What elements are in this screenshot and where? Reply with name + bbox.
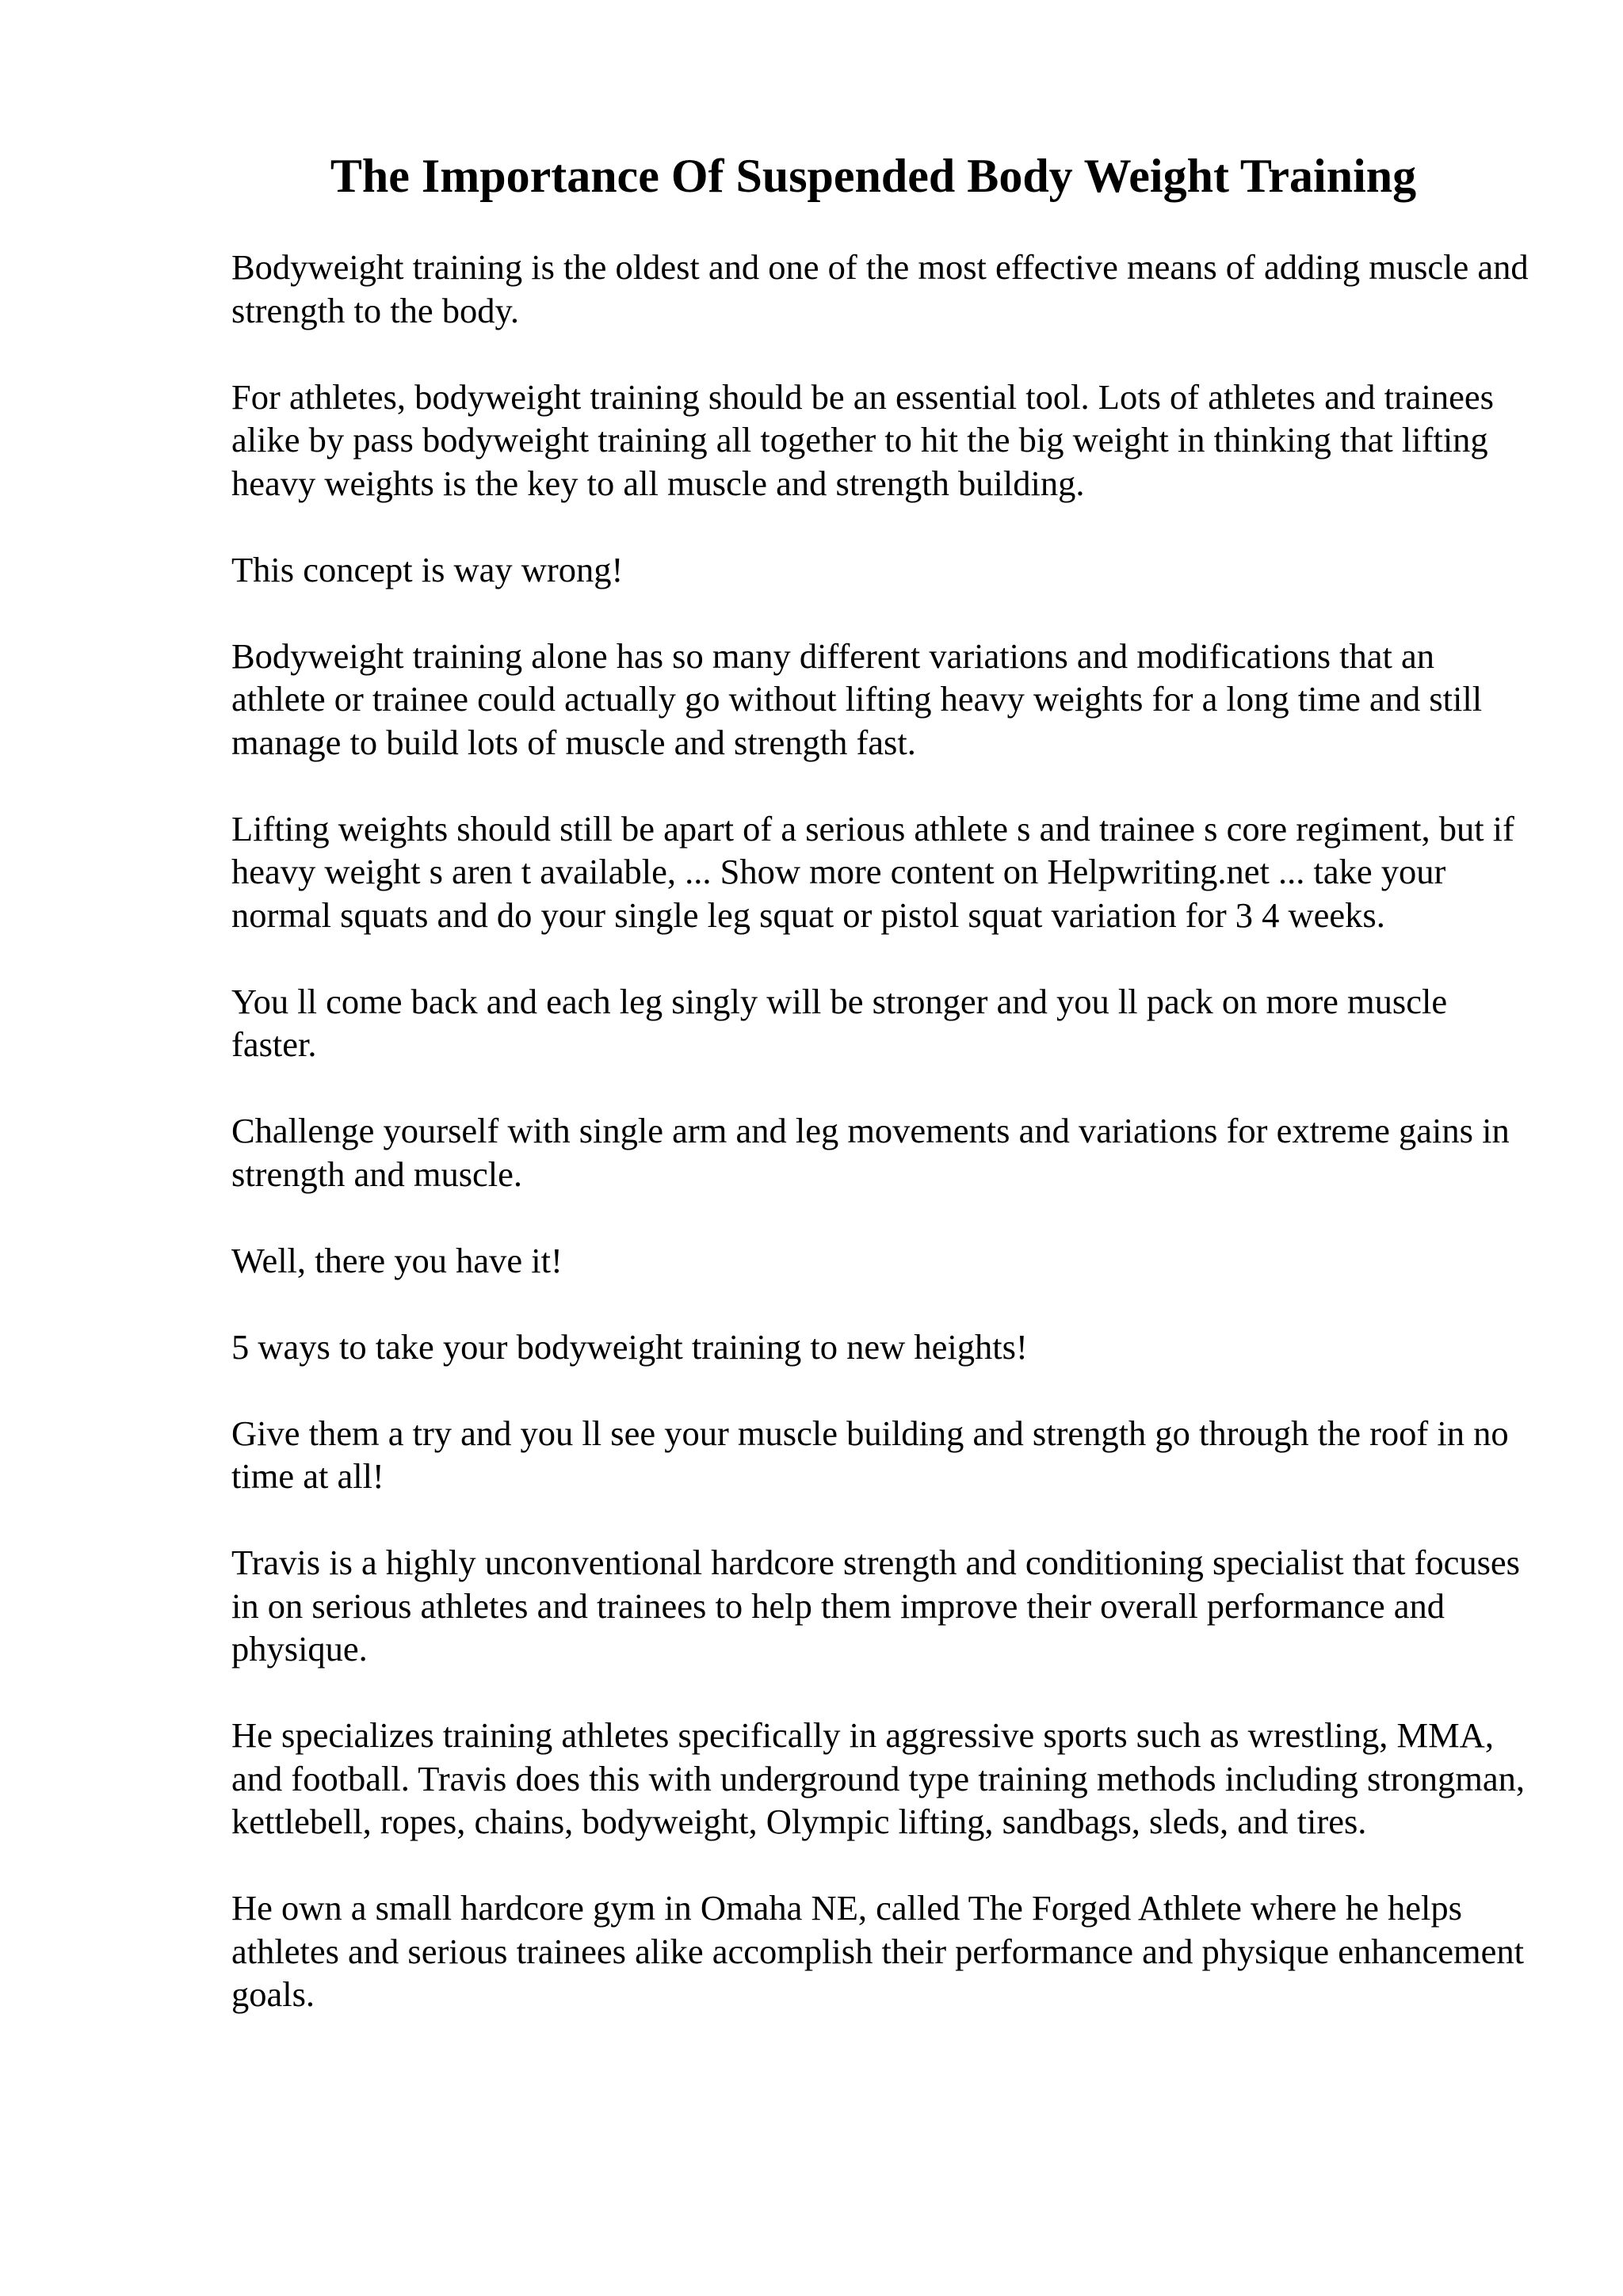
- paragraph: For athletes, bodyweight training should be an essential tool. Lots of athletes and trainees alike by pass bodyweight training all together to hit the big weight in thinking that lifting heavy weights is the key to all muscle and strength building.: [231, 376, 1494, 503]
- paragraph: This concept is way wrong!: [231, 549, 624, 589]
- paragraph: Bodyweight training is the oldest and one of the most effective means of adding muscle and strength to the body.: [231, 247, 1529, 330]
- paragraph: 5 ways to take your bodyweight training to new heights!: [231, 1326, 1028, 1367]
- paragraph: He specializes training athletes specifically in aggressive sports such as wrestling, MMA, and football. Travis does this with underground type training methods including strongman, kettlebell, ropes, chains, bodyweight, Olympic lifting, sandbags, sleds, and tires.: [231, 1715, 1525, 1841]
- document-title: The Importance Of Suspended Body Weight Training: [330, 150, 1417, 202]
- paragraph: Challenge yourself with single arm and leg movements and variations for extreme gains in strength and muscle.: [231, 1111, 1510, 1194]
- paragraph: Give them a try and you ll see your muscle building and strength go through the roof in no time at all!: [231, 1413, 1509, 1496]
- paragraph: He own a small hardcore gym in Omaha NE, called The Forged Athlete where he helps athletes and serious trainees alike accomplish their performance and physique enhancement goals.: [231, 1888, 1525, 2014]
- paragraph: Lifting weights should still be apart of a serious athlete s and trainee s core regiment, but if heavy weight s aren t available, ... Show more content on Helpwriting.net ... take your normal squats and do your single leg squat or pistol squat variation for 3 4 weeks.: [231, 808, 1514, 935]
- paragraph: Bodyweight training alone has so many different variations and modifications that an athlete or trainee could actually go without lifting heavy weights for a long time and still manage to build lots of muscle and strength fast.: [231, 635, 1483, 762]
- paragraph: You ll come back and each leg singly will be stronger and you ll pack on more muscle faster.: [231, 981, 1448, 1064]
- paragraph: Well, there you have it!: [231, 1240, 563, 1280]
- document-body: [231, 246, 1531, 2059]
- paragraph: Travis is a highly unconventional hardcore strength and conditioning specialist that focuses in on serious athletes and trainees to help them improve their overall performance and physique.: [231, 1543, 1520, 1669]
